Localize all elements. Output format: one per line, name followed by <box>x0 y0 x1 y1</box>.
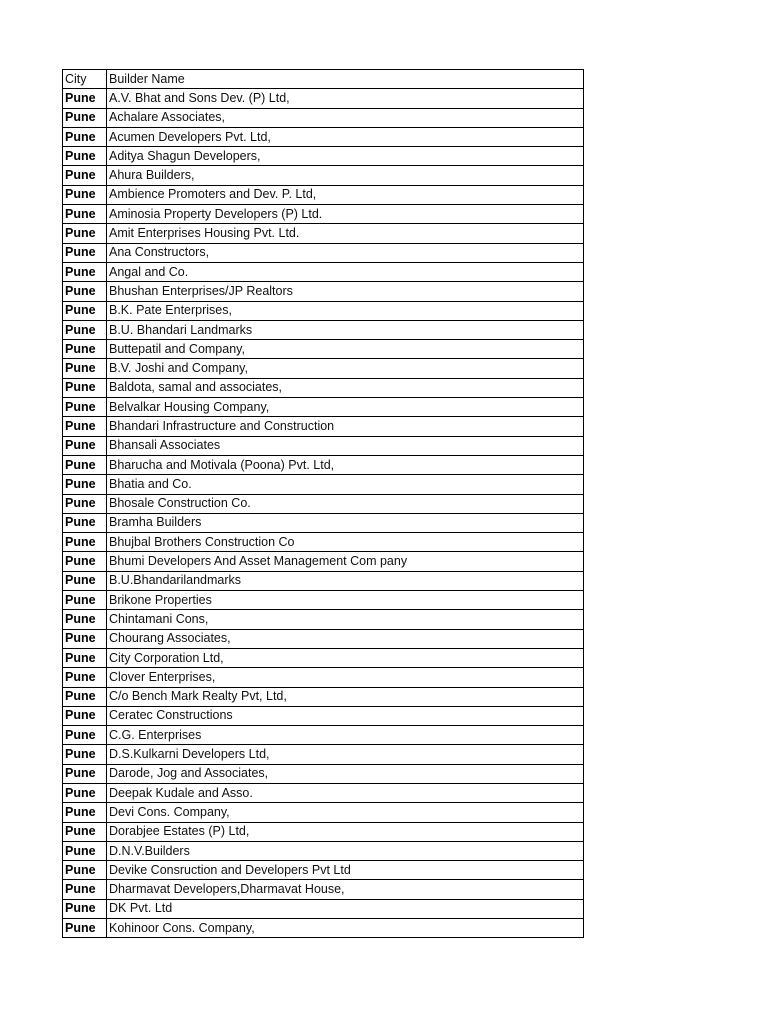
builder-name-cell: Ambience Promoters and Dev. P. Ltd, <box>107 185 584 204</box>
table-row <box>63 243 584 262</box>
builder-name-cell: Ana Constructors, <box>107 243 584 262</box>
city-cell: Pune <box>63 513 107 532</box>
builder-name-cell: Buttepatil and Company, <box>107 340 584 359</box>
builder-name-cell: A.V. Bhat and Sons Dev. (P) Ltd, <box>107 89 584 108</box>
builders-table-body <box>63 70 584 938</box>
city-cell: Pune <box>63 745 107 764</box>
builder-name-cell: Bhansali Associates <box>107 436 584 455</box>
city-cell: Pune <box>63 108 107 127</box>
city-cell: Pune <box>63 205 107 224</box>
table-row <box>63 282 584 301</box>
builder-name-cell: D.S.Kulkarni Developers Ltd, <box>107 745 584 764</box>
table-row <box>63 89 584 108</box>
city-cell: Pune <box>63 726 107 745</box>
city-cell: Pune <box>63 224 107 243</box>
table-row <box>63 668 584 687</box>
builder-name-cell: DK Pvt. Ltd <box>107 899 584 918</box>
table-row <box>63 108 584 127</box>
city-cell: Pune <box>63 378 107 397</box>
table-row <box>63 378 584 397</box>
header-city: City <box>63 70 107 89</box>
city-cell: Pune <box>63 764 107 783</box>
city-cell: Pune <box>63 629 107 648</box>
city-cell: Pune <box>63 398 107 417</box>
builder-name-cell: Brikone Properties <box>107 591 584 610</box>
builder-name-cell: B.K. Pate Enterprises, <box>107 301 584 320</box>
builder-name-cell: Chintamani Cons, <box>107 610 584 629</box>
table-row <box>63 629 584 648</box>
builder-name-cell: C.G. Enterprises <box>107 726 584 745</box>
city-cell: Pune <box>63 417 107 436</box>
city-cell: Pune <box>63 166 107 185</box>
builder-name-cell: Deepak Kudale and Asso. <box>107 783 584 802</box>
builder-name-cell: B.U. Bhandari Landmarks <box>107 320 584 339</box>
builder-name-cell: Bhosale Construction Co. <box>107 494 584 513</box>
table-row <box>63 224 584 243</box>
table-row <box>63 436 584 455</box>
city-cell: Pune <box>63 127 107 146</box>
builder-name-cell: Bhujbal Brothers Construction Co <box>107 533 584 552</box>
table-row <box>63 340 584 359</box>
city-cell: Pune <box>63 262 107 281</box>
builder-name-cell: Ahura Builders, <box>107 166 584 185</box>
builder-name-cell: Clover Enterprises, <box>107 668 584 687</box>
builder-name-cell: Dorabjee Estates (P) Ltd, <box>107 822 584 841</box>
builder-name-cell: Devike Consruction and Developers Pvt Ltd <box>107 861 584 880</box>
builder-name-cell: Bhandari Infrastructure and Construction <box>107 417 584 436</box>
table-row <box>63 301 584 320</box>
table-row <box>63 841 584 860</box>
table-row <box>63 919 584 938</box>
city-cell: Pune <box>63 359 107 378</box>
table-row <box>63 687 584 706</box>
city-cell: Pune <box>63 185 107 204</box>
table-row <box>63 764 584 783</box>
builders-table <box>62 69 584 938</box>
builder-name-cell: Amit Enterprises Housing Pvt. Ltd. <box>107 224 584 243</box>
city-cell: Pune <box>63 783 107 802</box>
city-cell: Pune <box>63 687 107 706</box>
builder-name-cell: Angal and Co. <box>107 262 584 281</box>
table-row <box>63 648 584 667</box>
table-row <box>63 475 584 494</box>
header-row <box>63 70 584 89</box>
table-row <box>63 455 584 474</box>
table-row <box>63 899 584 918</box>
table-row <box>63 166 584 185</box>
city-cell: Pune <box>63 552 107 571</box>
city-cell: Pune <box>63 147 107 166</box>
table-row <box>63 147 584 166</box>
city-cell: Pune <box>63 648 107 667</box>
city-cell: Pune <box>63 668 107 687</box>
table-row <box>63 552 584 571</box>
city-cell: Pune <box>63 475 107 494</box>
builder-name-cell: Aditya Shagun Developers, <box>107 147 584 166</box>
table-row <box>63 610 584 629</box>
builder-name-cell: Chourang Associates, <box>107 629 584 648</box>
table-row <box>63 205 584 224</box>
city-cell: Pune <box>63 610 107 629</box>
city-cell: Pune <box>63 803 107 822</box>
builder-name-cell: Bharucha and Motivala (Poona) Pvt. Ltd, <box>107 455 584 474</box>
table-row <box>63 880 584 899</box>
table-row <box>63 359 584 378</box>
city-cell: Pune <box>63 919 107 938</box>
table-row <box>63 533 584 552</box>
table-row <box>63 745 584 764</box>
table-row <box>63 513 584 532</box>
builder-name-cell: C/o Bench Mark Realty Pvt, Ltd, <box>107 687 584 706</box>
city-cell: Pune <box>63 880 107 899</box>
city-cell: Pune <box>63 533 107 552</box>
table-row <box>63 320 584 339</box>
table-row <box>63 783 584 802</box>
city-cell: Pune <box>63 861 107 880</box>
builder-name-cell: D.N.V.Builders <box>107 841 584 860</box>
builder-name-cell: Dharmavat Developers,Dharmavat House, <box>107 880 584 899</box>
city-cell: Pune <box>63 320 107 339</box>
table-row <box>63 591 584 610</box>
builder-name-cell: Kohinoor Cons. Company, <box>107 919 584 938</box>
table-row <box>63 571 584 590</box>
city-cell: Pune <box>63 243 107 262</box>
builder-name-cell: Bramha Builders <box>107 513 584 532</box>
builder-name-cell: Darode, Jog and Associates, <box>107 764 584 783</box>
builder-name-cell: Bhumi Developers And Asset Management Com pany <box>107 552 584 571</box>
builder-name-cell: Belvalkar Housing Company, <box>107 398 584 417</box>
city-cell: Pune <box>63 455 107 474</box>
table-row <box>63 398 584 417</box>
table-row <box>63 822 584 841</box>
city-cell: Pune <box>63 822 107 841</box>
builder-name-cell: Ceratec Constructions <box>107 706 584 725</box>
table-row <box>63 185 584 204</box>
city-cell: Pune <box>63 301 107 320</box>
city-cell: Pune <box>63 436 107 455</box>
builder-name-cell: Bhushan Enterprises/JP Realtors <box>107 282 584 301</box>
city-cell: Pune <box>63 282 107 301</box>
builder-name-cell: Bhatia and Co. <box>107 475 584 494</box>
city-cell: Pune <box>63 706 107 725</box>
table-row <box>63 706 584 725</box>
city-cell: Pune <box>63 899 107 918</box>
builder-name-cell: Devi Cons. Company, <box>107 803 584 822</box>
builder-name-cell: B.V. Joshi and Company, <box>107 359 584 378</box>
city-cell: Pune <box>63 340 107 359</box>
builder-name-cell: B.U.Bhandarilandmarks <box>107 571 584 590</box>
table-row <box>63 417 584 436</box>
table-row <box>63 861 584 880</box>
builder-name-cell: Baldota, samal and associates, <box>107 378 584 397</box>
city-cell: Pune <box>63 494 107 513</box>
builder-name-cell: Achalare Associates, <box>107 108 584 127</box>
table-row <box>63 494 584 513</box>
table-row <box>63 127 584 146</box>
header-builder-name: Builder Name <box>107 70 584 89</box>
builder-name-cell: City Corporation Ltd, <box>107 648 584 667</box>
table-row <box>63 262 584 281</box>
city-cell: Pune <box>63 571 107 590</box>
builder-name-cell: Acumen Developers Pvt. Ltd, <box>107 127 584 146</box>
table-row <box>63 726 584 745</box>
city-cell: Pune <box>63 841 107 860</box>
city-cell: Pune <box>63 89 107 108</box>
table-row <box>63 803 584 822</box>
builder-name-cell: Aminosia Property Developers (P) Ltd. <box>107 205 584 224</box>
city-cell: Pune <box>63 591 107 610</box>
